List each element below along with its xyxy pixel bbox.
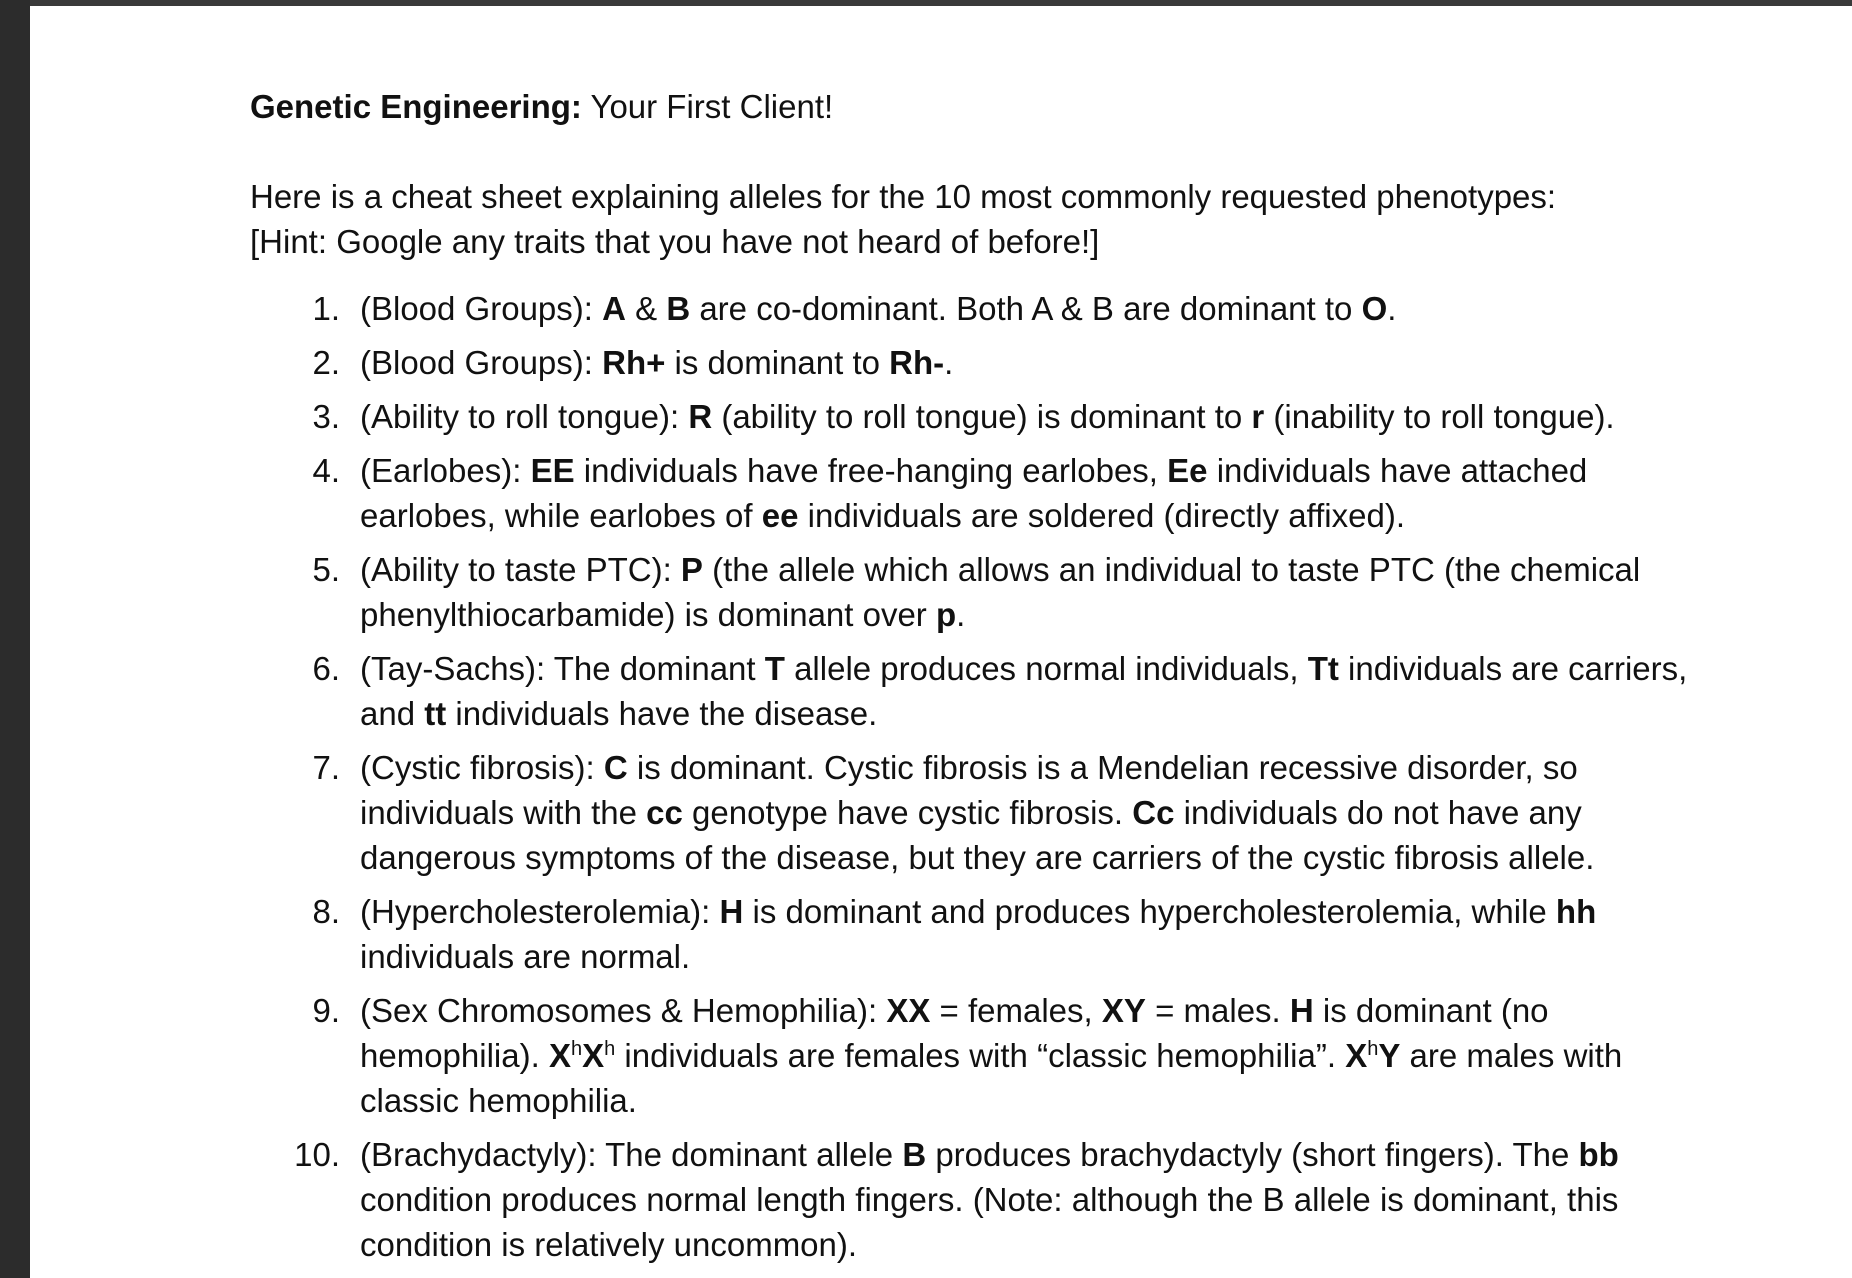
phenotype-list (250, 286, 1730, 1267)
text: individuals have the disease. (446, 695, 878, 732)
list-number: 3. (312, 398, 340, 435)
text: are males with classic hemophilia. (360, 1037, 1623, 1119)
list-number: 7. (312, 749, 340, 786)
allele: tt (424, 695, 447, 732)
allele: cc (646, 794, 683, 831)
list-item (250, 745, 1730, 880)
allele: XX (886, 992, 931, 1029)
superscript: h (1367, 1038, 1379, 1060)
list-number: 9. (312, 992, 340, 1029)
list-item (250, 547, 1730, 637)
list-number: 8. (312, 893, 340, 930)
text: produces brachydactyly (short fingers). The (926, 1136, 1579, 1173)
list-item (250, 889, 1730, 979)
superscript: h (604, 1038, 616, 1060)
list-number: 4. (312, 452, 340, 489)
text: individuals are females with “classic hemophilia”. (615, 1037, 1346, 1074)
document-title (250, 84, 1730, 129)
text: (Hypercholesterolemia): (360, 893, 720, 930)
document-page (30, 6, 1852, 1278)
text: (Earlobes): (360, 452, 531, 489)
intro (250, 174, 1730, 264)
text: is dominant and produces hypercholesterolemia, while (743, 893, 1556, 930)
allele: T (764, 650, 785, 687)
text: individuals have free-hanging earlobes, (574, 452, 1168, 489)
text: individuals are soldered (directly affixed). (798, 497, 1405, 534)
allele: A (602, 290, 626, 327)
allele: B (902, 1136, 927, 1173)
allele: B (666, 290, 691, 327)
text: individuals are normal. (360, 938, 691, 975)
list-number: 6. (312, 650, 340, 687)
text: (Tay-Sachs): The dominant (360, 650, 765, 687)
text: (Ability to taste PTC): (360, 551, 681, 588)
allele: hh (1555, 893, 1597, 930)
text: is dominant. Cystic fibrosis is a Mendelian recessive disorder, so individuals with the (360, 749, 1578, 831)
list-number: 5. (312, 551, 340, 588)
text: . (944, 344, 954, 381)
document-body (250, 84, 1730, 1276)
list-item (250, 988, 1730, 1123)
text: (ability to roll tongue) is dominant to (712, 398, 1252, 435)
allele: bb (1578, 1136, 1619, 1173)
list-number: 2. (312, 344, 340, 381)
text: allele produces normal individuals, (784, 650, 1308, 687)
text: (Cystic fibrosis): (360, 749, 604, 786)
allele: Rh- (889, 344, 945, 381)
allele: Rh+ (602, 344, 666, 381)
allele: X (582, 1037, 605, 1074)
allele: XY (1101, 992, 1146, 1029)
text: (Sex Chromosomes & Hemophilia): (360, 992, 887, 1029)
list-item (250, 448, 1730, 538)
allele: H (719, 893, 744, 930)
list-number: 10. (294, 1136, 340, 1173)
text: (Brachydactyly): The dominant allele (360, 1136, 903, 1173)
allele: Cc (1132, 794, 1175, 831)
allele: Y (1378, 1037, 1401, 1074)
text: is dominant (no hemophilia). (360, 992, 1549, 1074)
allele: H (1289, 992, 1314, 1029)
text: genotype have cystic fibrosis. (682, 794, 1133, 831)
text: (Ability to roll tongue): (360, 398, 689, 435)
allele: X (548, 1037, 571, 1074)
text: = males. (1145, 992, 1290, 1029)
allele: P (680, 551, 703, 588)
allele: Ee (1167, 452, 1208, 489)
allele: p (935, 596, 957, 633)
intro-line: Here is a cheat sheet explaining alleles for the 10 most commonly requested phenotypes: (250, 178, 1557, 215)
text: . (1387, 290, 1397, 327)
window-left-edge (0, 0, 30, 1278)
allele: X (1345, 1037, 1368, 1074)
text: individuals are carriers, and (360, 650, 1688, 732)
text: are co-dominant. Both A & B are dominant to (690, 290, 1362, 327)
allele: r (1251, 398, 1265, 435)
allele: Tt (1307, 650, 1339, 687)
text: & (625, 290, 667, 327)
text: (Blood Groups): (360, 290, 603, 327)
title-bold: Genetic Engineering: (250, 88, 582, 125)
text: (inability to roll tongue). (1264, 398, 1615, 435)
text: . (956, 596, 966, 633)
list-item (250, 286, 1730, 331)
text: is dominant to (665, 344, 890, 381)
text: condition produces normal length fingers. (Note: although the B allele is dominant, this condition is relatively uncommon). (360, 1181, 1619, 1263)
text: = females, (930, 992, 1102, 1029)
list-item (250, 1132, 1730, 1267)
text: individuals have attached earlobes, while earlobes of (360, 452, 1588, 534)
allele: O (1361, 290, 1388, 327)
list-item (250, 394, 1730, 439)
allele: C (603, 749, 628, 786)
title-rest: Your First Client! (581, 88, 834, 125)
superscript: h (570, 1038, 583, 1060)
allele: ee (761, 497, 799, 534)
hint-line: [Hint: Google any traits that you have not heard of before!] (250, 223, 1100, 260)
text: (Blood Groups): (360, 344, 603, 381)
text: individuals do not have any dangerous symptoms of the disease, but they are carriers of the cystic fibrosis allele. (360, 794, 1595, 876)
list-item (250, 646, 1730, 736)
list-item (250, 340, 1730, 385)
list-number: 1. (312, 290, 340, 327)
allele: R (688, 398, 713, 435)
allele: EE (530, 452, 575, 489)
text: (the allele which allows an individual to taste PTC (the chemical phenylthiocarbamide) is dominant over (360, 551, 1641, 633)
